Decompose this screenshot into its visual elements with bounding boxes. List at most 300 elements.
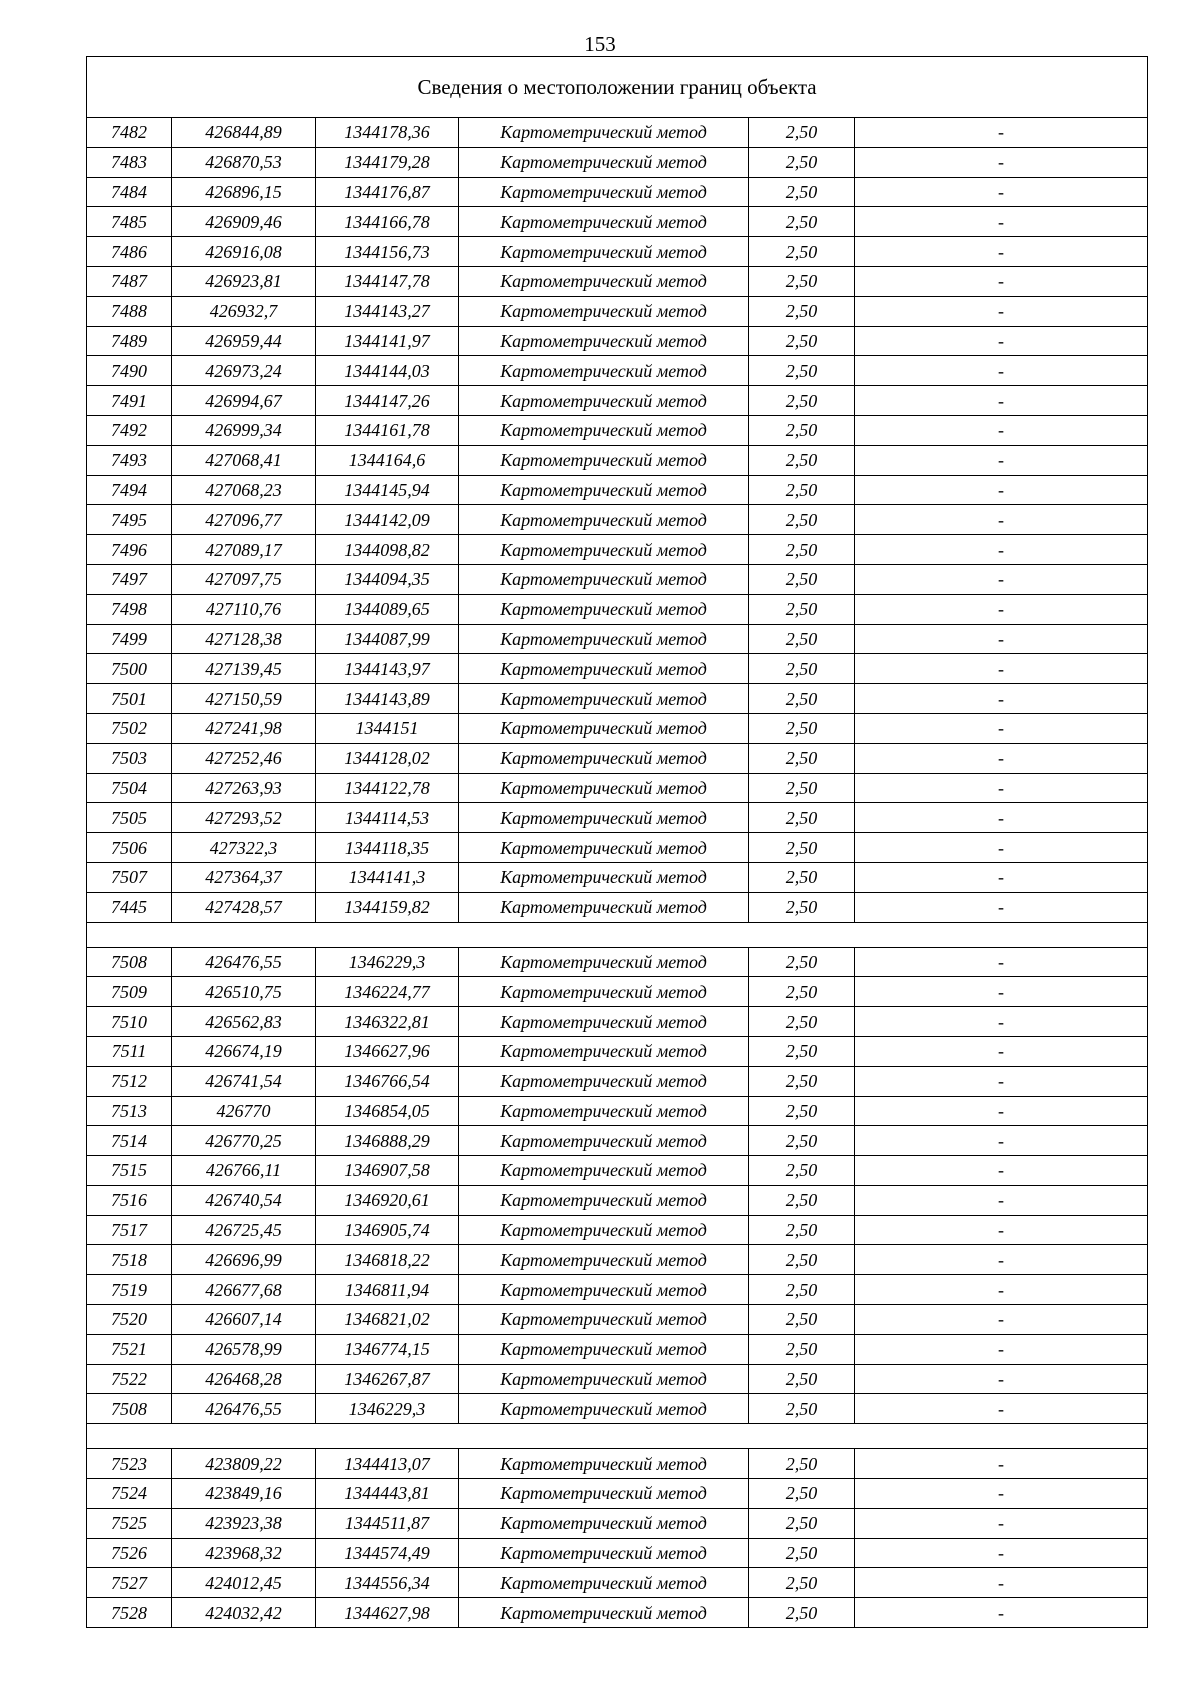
y-coordinate-cell: 1346766,54 (316, 1066, 459, 1096)
group-separator-cell (87, 1424, 1148, 1449)
table-row (87, 684, 1148, 714)
table-row (87, 1126, 1148, 1156)
accuracy-cell: 2,50 (749, 1245, 855, 1275)
x-coordinate-cell: 426607,14 (172, 1305, 316, 1335)
accuracy-cell: 2,50 (749, 892, 855, 922)
point-number-cell: 7511 (87, 1036, 172, 1066)
y-coordinate-cell: 1344413,07 (316, 1449, 459, 1479)
accuracy-cell: 2,50 (749, 356, 855, 386)
point-number-cell: 7508 (87, 1394, 172, 1424)
x-coordinate-cell: 426916,08 (172, 237, 316, 267)
description-cell: - (855, 505, 1148, 535)
description-cell: - (855, 177, 1148, 207)
description-cell: - (855, 1449, 1148, 1479)
table-row (87, 1449, 1148, 1479)
page-number: 153 (584, 32, 616, 56)
description-cell: - (855, 1036, 1148, 1066)
table-title: Сведения о местоположении границ объекта (87, 57, 1148, 118)
description-cell: - (855, 535, 1148, 565)
x-coordinate-cell: 426741,54 (172, 1066, 316, 1096)
point-number-cell: 7492 (87, 415, 172, 445)
method-cell: Картометрический метод (459, 177, 749, 207)
accuracy-cell: 2,50 (749, 1156, 855, 1186)
description-cell: - (855, 862, 1148, 892)
y-coordinate-cell: 1344156,73 (316, 237, 459, 267)
table-row (87, 1185, 1148, 1215)
x-coordinate-cell: 427150,59 (172, 684, 316, 714)
x-coordinate-cell: 424012,45 (172, 1568, 316, 1598)
table-row (87, 1364, 1148, 1394)
table-row (87, 415, 1148, 445)
point-number-cell: 7525 (87, 1508, 172, 1538)
method-cell: Картометрический метод (459, 1215, 749, 1245)
accuracy-cell: 2,50 (749, 713, 855, 743)
description-cell: - (855, 713, 1148, 743)
x-coordinate-cell: 426740,54 (172, 1185, 316, 1215)
accuracy-cell: 2,50 (749, 445, 855, 475)
y-coordinate-cell: 1344147,78 (316, 266, 459, 296)
point-number-cell: 7512 (87, 1066, 172, 1096)
x-coordinate-cell: 423923,38 (172, 1508, 316, 1538)
y-coordinate-cell: 1344143,89 (316, 684, 459, 714)
accuracy-cell: 2,50 (749, 684, 855, 714)
method-cell: Картометрический метод (459, 1305, 749, 1335)
x-coordinate-cell: 426896,15 (172, 177, 316, 207)
accuracy-cell: 2,50 (749, 947, 855, 977)
point-number-cell: 7521 (87, 1334, 172, 1364)
y-coordinate-cell: 1346905,74 (316, 1215, 459, 1245)
table-row (87, 475, 1148, 505)
table-row (87, 1007, 1148, 1037)
table-row (87, 1334, 1148, 1364)
table-row (87, 833, 1148, 863)
description-cell: - (855, 147, 1148, 177)
point-number-cell: 7522 (87, 1364, 172, 1394)
x-coordinate-cell: 426510,75 (172, 977, 316, 1007)
x-coordinate-cell: 427428,57 (172, 892, 316, 922)
table-row (87, 505, 1148, 535)
table-row (87, 624, 1148, 654)
table-row (87, 803, 1148, 833)
y-coordinate-cell: 1344179,28 (316, 147, 459, 177)
method-cell: Картометрический метод (459, 594, 749, 624)
x-coordinate-cell: 427139,45 (172, 654, 316, 684)
x-coordinate-cell: 427110,76 (172, 594, 316, 624)
x-coordinate-cell: 426476,55 (172, 1394, 316, 1424)
method-cell: Картометрический метод (459, 1156, 749, 1186)
method-cell: Картометрический метод (459, 743, 749, 773)
description-cell: - (855, 977, 1148, 1007)
y-coordinate-cell: 1344128,02 (316, 743, 459, 773)
table-row (87, 535, 1148, 565)
point-number-cell: 7493 (87, 445, 172, 475)
y-coordinate-cell: 1344144,03 (316, 356, 459, 386)
y-coordinate-cell: 1344161,78 (316, 415, 459, 445)
table-row (87, 743, 1148, 773)
description-cell: - (855, 594, 1148, 624)
y-coordinate-cell: 1344114,53 (316, 803, 459, 833)
x-coordinate-cell: 427128,38 (172, 624, 316, 654)
accuracy-cell: 2,50 (749, 1066, 855, 1096)
accuracy-cell: 2,50 (749, 773, 855, 803)
description-cell: - (855, 326, 1148, 356)
group-separator-row (87, 1424, 1148, 1449)
accuracy-cell: 2,50 (749, 147, 855, 177)
x-coordinate-cell: 427068,41 (172, 445, 316, 475)
x-coordinate-cell: 426725,45 (172, 1215, 316, 1245)
table-row (87, 654, 1148, 684)
x-coordinate-cell: 423968,32 (172, 1538, 316, 1568)
accuracy-cell: 2,50 (749, 1538, 855, 1568)
x-coordinate-cell: 426578,99 (172, 1334, 316, 1364)
x-coordinate-cell: 426674,19 (172, 1036, 316, 1066)
table-row (87, 947, 1148, 977)
method-cell: Картометрический метод (459, 1126, 749, 1156)
table-row (87, 713, 1148, 743)
point-number-cell: 7513 (87, 1096, 172, 1126)
point-number-cell: 7509 (87, 977, 172, 1007)
table-row (87, 445, 1148, 475)
accuracy-cell: 2,50 (749, 803, 855, 833)
method-cell: Картометрический метод (459, 296, 749, 326)
table-row (87, 1156, 1148, 1186)
point-number-cell: 7487 (87, 266, 172, 296)
point-number-cell: 7502 (87, 713, 172, 743)
table-row (87, 564, 1148, 594)
point-number-cell: 7527 (87, 1568, 172, 1598)
accuracy-cell: 2,50 (749, 862, 855, 892)
x-coordinate-cell: 426973,24 (172, 356, 316, 386)
accuracy-cell: 2,50 (749, 624, 855, 654)
point-number-cell: 7494 (87, 475, 172, 505)
method-cell: Картометрический метод (459, 147, 749, 177)
description-cell: - (855, 803, 1148, 833)
table-row (87, 862, 1148, 892)
y-coordinate-cell: 1344511,87 (316, 1508, 459, 1538)
x-coordinate-cell: 426870,53 (172, 147, 316, 177)
y-coordinate-cell: 1346627,96 (316, 1036, 459, 1066)
x-coordinate-cell: 427364,37 (172, 862, 316, 892)
method-cell: Картометрический метод (459, 1449, 749, 1479)
table-row (87, 1066, 1148, 1096)
y-coordinate-cell: 1346854,05 (316, 1096, 459, 1126)
x-coordinate-cell: 427097,75 (172, 564, 316, 594)
y-coordinate-cell: 1346229,3 (316, 1394, 459, 1424)
y-coordinate-cell: 1344143,27 (316, 296, 459, 326)
point-number-cell: 7503 (87, 743, 172, 773)
description-cell: - (855, 1126, 1148, 1156)
x-coordinate-cell: 426932,7 (172, 296, 316, 326)
accuracy-cell: 2,50 (749, 1275, 855, 1305)
point-number-cell: 7506 (87, 833, 172, 863)
description-cell: - (855, 118, 1148, 148)
accuracy-cell: 2,50 (749, 118, 855, 148)
x-coordinate-cell: 426923,81 (172, 266, 316, 296)
point-number-cell: 7523 (87, 1449, 172, 1479)
group-separator-cell (87, 922, 1148, 947)
point-number-cell: 7501 (87, 684, 172, 714)
y-coordinate-cell: 1344176,87 (316, 177, 459, 207)
description-cell: - (855, 296, 1148, 326)
point-number-cell: 7500 (87, 654, 172, 684)
y-coordinate-cell: 1346267,87 (316, 1364, 459, 1394)
accuracy-cell: 2,50 (749, 1394, 855, 1424)
table-row (87, 1394, 1148, 1424)
table-row (87, 892, 1148, 922)
table-row (87, 326, 1148, 356)
accuracy-cell: 2,50 (749, 1334, 855, 1364)
point-number-cell: 7519 (87, 1275, 172, 1305)
accuracy-cell: 2,50 (749, 1508, 855, 1538)
y-coordinate-cell: 1344143,97 (316, 654, 459, 684)
table-row (87, 386, 1148, 416)
method-cell: Картометрический метод (459, 415, 749, 445)
table-row (87, 237, 1148, 267)
x-coordinate-cell: 427068,23 (172, 475, 316, 505)
y-coordinate-cell: 1346907,58 (316, 1156, 459, 1186)
method-cell: Картометрический метод (459, 892, 749, 922)
accuracy-cell: 2,50 (749, 833, 855, 863)
method-cell: Картометрический метод (459, 1185, 749, 1215)
point-number-cell: 7520 (87, 1305, 172, 1335)
x-coordinate-cell: 427293,52 (172, 803, 316, 833)
method-cell: Картометрический метод (459, 475, 749, 505)
method-cell: Картометрический метод (459, 326, 749, 356)
description-cell: - (855, 1598, 1148, 1628)
table-row (87, 1538, 1148, 1568)
method-cell: Картометрический метод (459, 947, 749, 977)
method-cell: Картометрический метод (459, 624, 749, 654)
description-cell: - (855, 1305, 1148, 1335)
y-coordinate-cell: 1344087,99 (316, 624, 459, 654)
accuracy-cell: 2,50 (749, 1479, 855, 1509)
description-cell: - (855, 892, 1148, 922)
description-cell: - (855, 475, 1148, 505)
description-cell: - (855, 1334, 1148, 1364)
description-cell: - (855, 624, 1148, 654)
accuracy-cell: 2,50 (749, 1568, 855, 1598)
x-coordinate-cell: 427096,77 (172, 505, 316, 535)
method-cell: Картометрический метод (459, 118, 749, 148)
method-cell: Картометрический метод (459, 684, 749, 714)
y-coordinate-cell: 1346920,61 (316, 1185, 459, 1215)
description-cell: - (855, 237, 1148, 267)
point-number-cell: 7498 (87, 594, 172, 624)
x-coordinate-cell: 427252,46 (172, 743, 316, 773)
method-cell: Картометрический метод (459, 1036, 749, 1066)
point-number-cell: 7482 (87, 118, 172, 148)
method-cell: Картометрический метод (459, 654, 749, 684)
description-cell: - (855, 1156, 1148, 1186)
table-row (87, 1096, 1148, 1126)
table-row (87, 1215, 1148, 1245)
point-number-cell: 7510 (87, 1007, 172, 1037)
point-number-cell: 7516 (87, 1185, 172, 1215)
y-coordinate-cell: 1346821,02 (316, 1305, 459, 1335)
boundary-table-container (86, 56, 1147, 1628)
point-number-cell: 7495 (87, 505, 172, 535)
point-number-cell: 7488 (87, 296, 172, 326)
table-row (87, 147, 1148, 177)
description-cell: - (855, 1568, 1148, 1598)
method-cell: Картометрический метод (459, 977, 749, 1007)
method-cell: Картометрический метод (459, 1364, 749, 1394)
table-row (87, 977, 1148, 1007)
y-coordinate-cell: 1344574,49 (316, 1538, 459, 1568)
y-coordinate-cell: 1344141,3 (316, 862, 459, 892)
y-coordinate-cell: 1344145,94 (316, 475, 459, 505)
point-number-cell: 7490 (87, 356, 172, 386)
y-coordinate-cell: 1346888,29 (316, 1126, 459, 1156)
method-cell: Картометрический метод (459, 1275, 749, 1305)
table-row (87, 1479, 1148, 1509)
y-coordinate-cell: 1344141,97 (316, 326, 459, 356)
y-coordinate-cell: 1344142,09 (316, 505, 459, 535)
x-coordinate-cell: 426766,11 (172, 1156, 316, 1186)
point-number-cell: 7496 (87, 535, 172, 565)
accuracy-cell: 2,50 (749, 1364, 855, 1394)
method-cell: Картометрический метод (459, 1007, 749, 1037)
method-cell: Картометрический метод (459, 535, 749, 565)
description-cell: - (855, 1215, 1148, 1245)
point-number-cell: 7508 (87, 947, 172, 977)
accuracy-cell: 2,50 (749, 386, 855, 416)
description-cell: - (855, 266, 1148, 296)
point-number-cell: 7515 (87, 1156, 172, 1186)
description-cell: - (855, 1007, 1148, 1037)
accuracy-cell: 2,50 (749, 743, 855, 773)
method-cell: Картометрический метод (459, 1096, 749, 1126)
description-cell: - (855, 1538, 1148, 1568)
accuracy-cell: 2,50 (749, 564, 855, 594)
accuracy-cell: 2,50 (749, 654, 855, 684)
table-row (87, 594, 1148, 624)
accuracy-cell: 2,50 (749, 1598, 855, 1628)
point-number-cell: 7497 (87, 564, 172, 594)
x-coordinate-cell: 426994,67 (172, 386, 316, 416)
y-coordinate-cell: 1344178,36 (316, 118, 459, 148)
point-number-cell: 7505 (87, 803, 172, 833)
point-number-cell: 7491 (87, 386, 172, 416)
table-title-row (87, 57, 1148, 118)
accuracy-cell: 2,50 (749, 1185, 855, 1215)
table-row (87, 1508, 1148, 1538)
x-coordinate-cell: 427241,98 (172, 713, 316, 743)
point-number-cell: 7484 (87, 177, 172, 207)
description-cell: - (855, 1066, 1148, 1096)
method-cell: Картометрический метод (459, 1598, 749, 1628)
x-coordinate-cell: 426677,68 (172, 1275, 316, 1305)
x-coordinate-cell: 427322,3 (172, 833, 316, 863)
point-number-cell: 7445 (87, 892, 172, 922)
method-cell: Картометрический метод (459, 266, 749, 296)
description-cell: - (855, 207, 1148, 237)
x-coordinate-cell: 426999,34 (172, 415, 316, 445)
y-coordinate-cell: 1346818,22 (316, 1245, 459, 1275)
table-row (87, 1036, 1148, 1066)
table-row (87, 296, 1148, 326)
method-cell: Картометрический метод (459, 505, 749, 535)
x-coordinate-cell: 426696,99 (172, 1245, 316, 1275)
point-number-cell: 7485 (87, 207, 172, 237)
x-coordinate-cell: 423849,16 (172, 1479, 316, 1509)
point-number-cell: 7507 (87, 862, 172, 892)
y-coordinate-cell: 1346224,77 (316, 977, 459, 1007)
accuracy-cell: 2,50 (749, 1036, 855, 1066)
method-cell: Картометрический метод (459, 1508, 749, 1538)
description-cell: - (855, 1394, 1148, 1424)
accuracy-cell: 2,50 (749, 1007, 855, 1037)
method-cell: Картометрический метод (459, 1394, 749, 1424)
point-number-cell: 7504 (87, 773, 172, 803)
description-cell: - (855, 445, 1148, 475)
description-cell: - (855, 1185, 1148, 1215)
method-cell: Картометрический метод (459, 773, 749, 803)
description-cell: - (855, 1245, 1148, 1275)
accuracy-cell: 2,50 (749, 1126, 855, 1156)
table-row (87, 1245, 1148, 1275)
description-cell: - (855, 1275, 1148, 1305)
method-cell: Картометрический метод (459, 356, 749, 386)
accuracy-cell: 2,50 (749, 1096, 855, 1126)
accuracy-cell: 2,50 (749, 977, 855, 1007)
point-number-cell: 7526 (87, 1538, 172, 1568)
description-cell: - (855, 1479, 1148, 1509)
accuracy-cell: 2,50 (749, 535, 855, 565)
y-coordinate-cell: 1344098,82 (316, 535, 459, 565)
accuracy-cell: 2,50 (749, 475, 855, 505)
description-cell: - (855, 386, 1148, 416)
y-coordinate-cell: 1344159,82 (316, 892, 459, 922)
accuracy-cell: 2,50 (749, 415, 855, 445)
description-cell: - (855, 564, 1148, 594)
x-coordinate-cell: 426468,28 (172, 1364, 316, 1394)
y-coordinate-cell: 1346229,3 (316, 947, 459, 977)
table-row (87, 1305, 1148, 1335)
description-cell: - (855, 1508, 1148, 1538)
table-row (87, 356, 1148, 386)
x-coordinate-cell: 426844,89 (172, 118, 316, 148)
method-cell: Картометрический метод (459, 713, 749, 743)
method-cell: Картометрический метод (459, 1479, 749, 1509)
point-number-cell: 7489 (87, 326, 172, 356)
y-coordinate-cell: 1344089,65 (316, 594, 459, 624)
accuracy-cell: 2,50 (749, 326, 855, 356)
y-coordinate-cell: 1346322,81 (316, 1007, 459, 1037)
x-coordinate-cell: 427263,93 (172, 773, 316, 803)
y-coordinate-cell: 1346811,94 (316, 1275, 459, 1305)
y-coordinate-cell: 1344094,35 (316, 564, 459, 594)
description-cell: - (855, 1364, 1148, 1394)
accuracy-cell: 2,50 (749, 296, 855, 326)
method-cell: Картометрический метод (459, 862, 749, 892)
accuracy-cell: 2,50 (749, 505, 855, 535)
x-coordinate-cell: 426770 (172, 1096, 316, 1126)
x-coordinate-cell: 426959,44 (172, 326, 316, 356)
accuracy-cell: 2,50 (749, 1449, 855, 1479)
y-coordinate-cell: 1344151 (316, 713, 459, 743)
table-row (87, 773, 1148, 803)
description-cell: - (855, 743, 1148, 773)
x-coordinate-cell: 426770,25 (172, 1126, 316, 1156)
x-coordinate-cell: 426562,83 (172, 1007, 316, 1037)
point-number-cell: 7524 (87, 1479, 172, 1509)
method-cell: Картометрический метод (459, 833, 749, 863)
y-coordinate-cell: 1344147,26 (316, 386, 459, 416)
method-cell: Картометрический метод (459, 386, 749, 416)
description-cell: - (855, 684, 1148, 714)
description-cell: - (855, 415, 1148, 445)
